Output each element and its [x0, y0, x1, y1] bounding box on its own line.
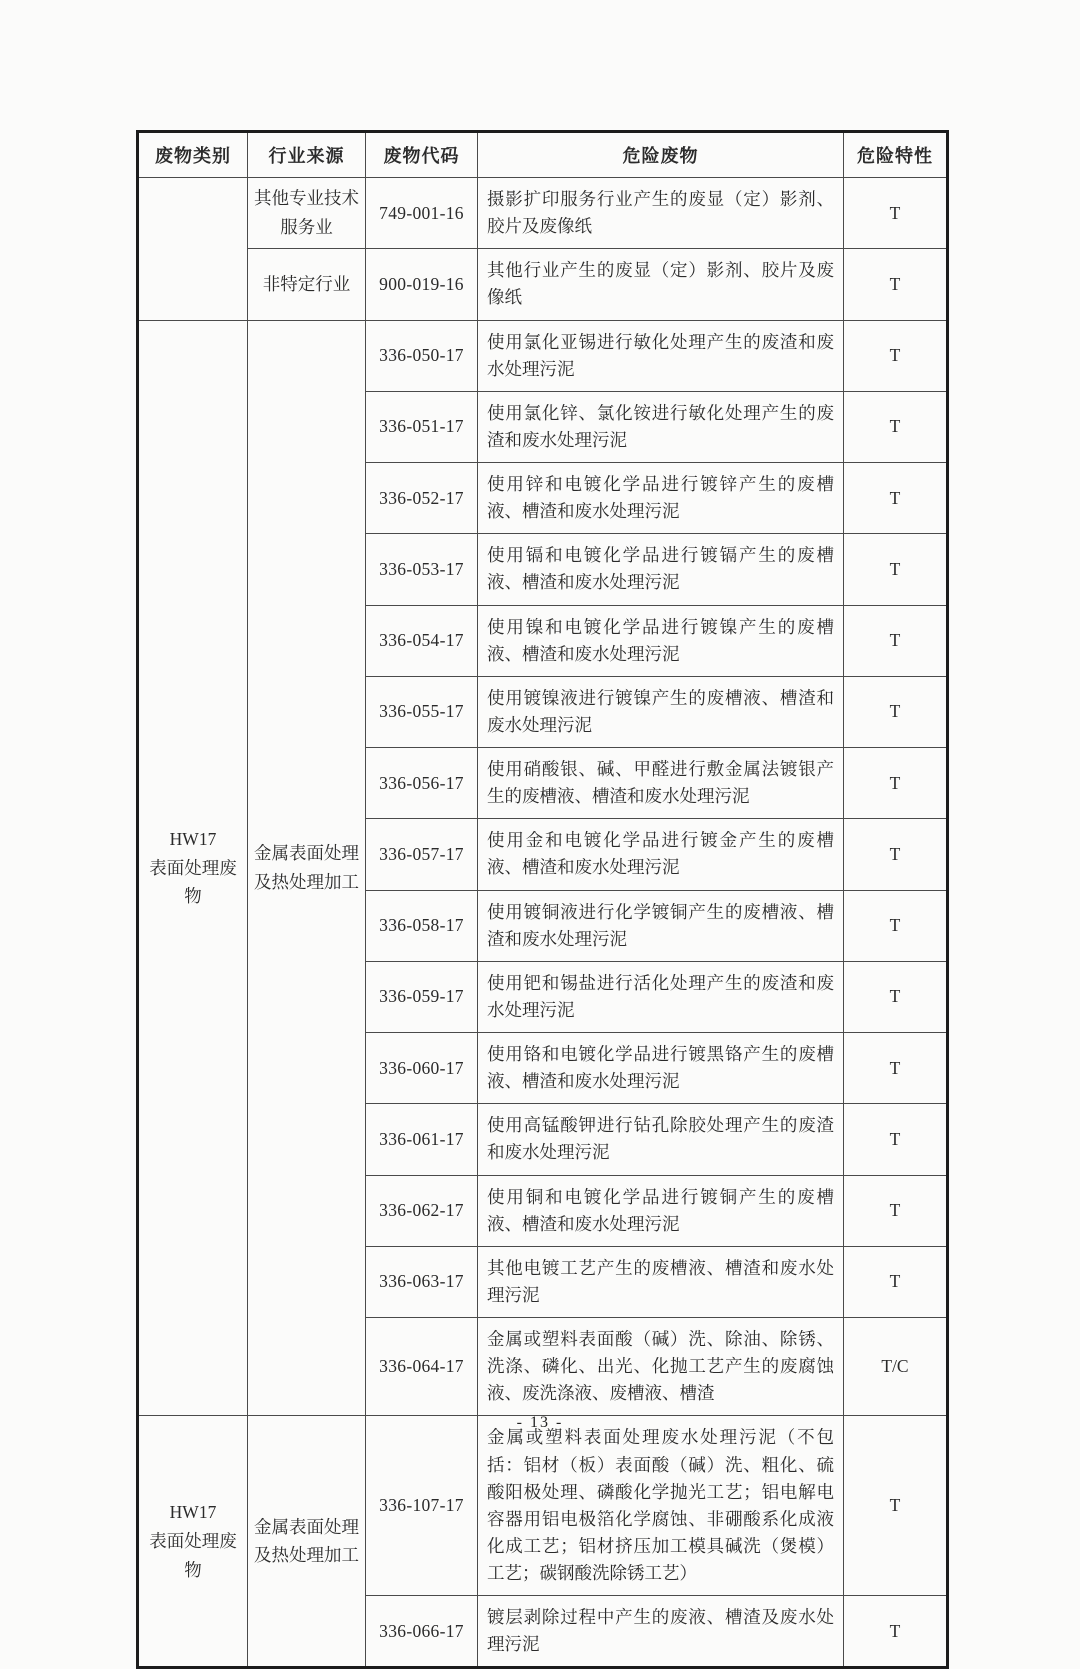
- hazard-property-cell: T: [844, 676, 948, 747]
- waste-code-cell: 336-066-17: [366, 1596, 478, 1668]
- hazardous-waste-description-cell: 其他电镀工艺产生的废槽液、槽渣和废水处理污泥: [478, 1246, 844, 1317]
- hazardous-waste-description-cell: 使用硝酸银、碱、甲醛进行敷金属法镀银产生的废槽液、槽渣和废水处理污泥: [478, 748, 844, 819]
- hazard-property-cell: T: [844, 178, 948, 249]
- hazard-property-cell: T: [844, 320, 948, 391]
- industry-source-cell: 金属表面处理及热处理加工: [248, 320, 366, 1416]
- table-row: [138, 249, 948, 320]
- waste-code-cell: 336-064-17: [366, 1318, 478, 1416]
- waste-code-cell: 336-053-17: [366, 534, 478, 605]
- waste-code-cell: 749-001-16: [366, 178, 478, 249]
- hazardous-waste-description-cell: 使用镉和电镀化学品进行镀镉产生的废槽液、槽渣和废水处理污泥: [478, 534, 844, 605]
- waste-code-cell: 336-055-17: [366, 676, 478, 747]
- hazardous-waste-description-cell: 摄影扩印服务行业产生的废显（定）影剂、胶片及废像纸: [478, 178, 844, 249]
- hazardous-waste-description-cell: 使用氯化亚锡进行敏化处理产生的废渣和废水处理污泥: [478, 320, 844, 391]
- hazard-property-cell: T: [844, 463, 948, 534]
- waste-code-cell: 336-056-17: [366, 748, 478, 819]
- hazard-property-cell: T: [844, 1175, 948, 1246]
- waste-code-cell: 336-060-17: [366, 1033, 478, 1104]
- hazard-property-cell: T: [844, 748, 948, 819]
- page-number: - 13 -: [516, 1414, 564, 1431]
- waste-category-cell: [138, 178, 248, 321]
- table-row: [138, 320, 948, 391]
- waste-code-cell: 336-062-17: [366, 1175, 478, 1246]
- hazardous-waste-description-cell: 使用镀镍液进行镀镍产生的废槽液、槽渣和废水处理污泥: [478, 676, 844, 747]
- waste-code-cell: 336-051-17: [366, 391, 478, 462]
- header-waste-category: 废物类别: [138, 132, 248, 178]
- hazardous-waste-description-cell: 使用金和电镀化学品进行镀金产生的废槽液、槽渣和废水处理污泥: [478, 819, 844, 890]
- header-waste-code: 废物代码: [366, 132, 478, 178]
- hazard-property-cell: T: [844, 1416, 948, 1596]
- waste-code-cell: 336-058-17: [366, 890, 478, 961]
- waste-code-cell: 336-052-17: [366, 463, 478, 534]
- hazardous-waste-table: [136, 130, 949, 1669]
- hazardous-waste-description-cell: 使用高锰酸钾进行钻孔除胶处理产生的废渣和废水处理污泥: [478, 1104, 844, 1175]
- waste-code-cell: 336-054-17: [366, 605, 478, 676]
- hazardous-waste-description-cell: 使用铜和电镀化学品进行镀铜产生的废槽液、槽渣和废水处理污泥: [478, 1175, 844, 1246]
- header-hazardous-waste: 危险废物: [478, 132, 844, 178]
- hazard-property-cell: T: [844, 605, 948, 676]
- waste-code-cell: 336-107-17: [366, 1416, 478, 1596]
- hazardous-waste-description-cell: 金属或塑料表面酸（碱）洗、除油、除锈、洗涤、磷化、出光、化抛工艺产生的废腐蚀液、废洗涤液、废槽液、槽渣: [478, 1318, 844, 1416]
- hazardous-waste-description-cell: 使用镍和电镀化学品进行镀镍产生的废槽液、槽渣和废水处理污泥: [478, 605, 844, 676]
- waste-category-cell: HW17 表面处理废物: [138, 1416, 248, 1668]
- hazardous-waste-description-cell: 使用氯化锌、氯化铵进行敏化处理产生的废渣和废水处理污泥: [478, 391, 844, 462]
- hazard-property-cell: T: [844, 961, 948, 1032]
- hazard-property-cell: T: [844, 1596, 948, 1668]
- hazardous-waste-description-cell: 使用铬和电镀化学品进行镀黑铬产生的废槽液、槽渣和废水处理污泥: [478, 1033, 844, 1104]
- hazard-property-cell: T/C: [844, 1318, 948, 1416]
- waste-code-cell: 900-019-16: [366, 249, 478, 320]
- hazardous-waste-description-cell: 使用钯和锡盐进行活化处理产生的废渣和废水处理污泥: [478, 961, 844, 1032]
- waste-code-cell: 336-061-17: [366, 1104, 478, 1175]
- waste-category-cell: HW17 表面处理废物: [138, 320, 248, 1416]
- industry-source-cell: 其他专业技术服务业: [248, 178, 366, 249]
- hazard-property-cell: T: [844, 391, 948, 462]
- hazardous-waste-description-cell: 金属或塑料表面处理废水处理污泥（不包括：铝材（板）表面酸（碱）洗、粗化、硫酸阳极处理、磷酸化学抛光工艺；铝电解电容器用铝电极箔化学腐蚀、非硼酸系化成液化成工艺；铝材挤压加工模具碱洗（煲模）工艺；碳钢酸洗除锈工艺）: [478, 1416, 844, 1596]
- table-header-row: [138, 132, 948, 178]
- hazard-property-cell: T: [844, 1104, 948, 1175]
- hazard-property-cell: T: [844, 1033, 948, 1104]
- hazardous-waste-description-cell: 镀层剥除过程中产生的废液、槽渣及废水处理污泥: [478, 1596, 844, 1668]
- hazard-property-cell: T: [844, 890, 948, 961]
- industry-source-cell: 金属表面处理及热处理加工: [248, 1416, 366, 1668]
- table-row: [138, 178, 948, 249]
- header-industry-source: 行业来源: [248, 132, 366, 178]
- hazardous-waste-description-cell: 其他行业产生的废显（定）影剂、胶片及废像纸: [478, 249, 844, 320]
- hazardous-waste-description-cell: 使用镀铜液进行化学镀铜产生的废槽液、槽渣和废水处理污泥: [478, 890, 844, 961]
- waste-code-cell: 336-050-17: [366, 320, 478, 391]
- waste-table-body: [138, 178, 948, 1668]
- waste-code-cell: 336-059-17: [366, 961, 478, 1032]
- header-hazard-property: 危险特性: [844, 132, 948, 178]
- hazard-property-cell: T: [844, 819, 948, 890]
- hazard-property-cell: T: [844, 249, 948, 320]
- waste-code-cell: 336-063-17: [366, 1246, 478, 1317]
- industry-source-cell: 非特定行业: [248, 249, 366, 320]
- table-row: [138, 1416, 948, 1596]
- hazard-property-cell: T: [844, 534, 948, 605]
- hazardous-waste-description-cell: 使用锌和电镀化学品进行镀锌产生的废槽液、槽渣和废水处理污泥: [478, 463, 844, 534]
- hazard-property-cell: T: [844, 1246, 948, 1317]
- waste-code-cell: 336-057-17: [366, 819, 478, 890]
